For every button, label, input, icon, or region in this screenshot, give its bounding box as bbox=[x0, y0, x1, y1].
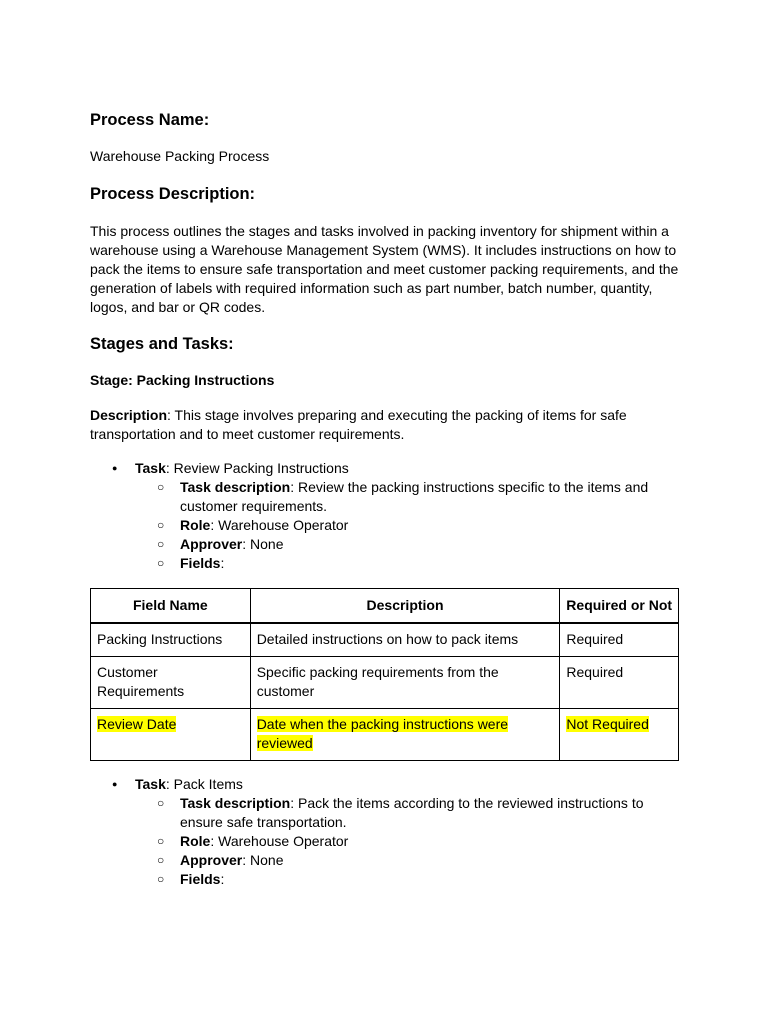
role-text: : Warehouse Operator bbox=[210, 517, 349, 533]
approver-label: Approver bbox=[180, 536, 243, 552]
table-cell: Required bbox=[560, 623, 679, 657]
role-label: Role bbox=[180, 517, 211, 533]
table-cell bbox=[250, 709, 560, 761]
fields-label: Fields bbox=[180, 871, 221, 887]
highlighted-text: Date when the packing instructions were reviewed bbox=[256, 716, 509, 751]
fields-colon: : bbox=[220, 871, 225, 887]
role-item bbox=[135, 516, 680, 535]
column-header: Description bbox=[250, 589, 560, 624]
task-label: Task bbox=[135, 460, 166, 476]
process-name: Warehouse Packing Process bbox=[90, 148, 270, 164]
column-header: Field Name bbox=[91, 589, 251, 624]
process-name-heading: Process Name: bbox=[90, 111, 210, 129]
task-item bbox=[90, 459, 680, 573]
table-cell bbox=[560, 709, 679, 761]
column-header: Required or Not bbox=[560, 589, 679, 624]
fields-label: Fields bbox=[180, 555, 221, 571]
approver-label: Approver bbox=[180, 852, 243, 868]
stage-description-text: : This stage involves preparing and executing the packing of items for safe transportation and to meet customer requirements. bbox=[90, 407, 627, 442]
fields-table bbox=[90, 588, 679, 761]
table-cell: Packing Instructions bbox=[91, 623, 251, 657]
highlighted-text: Review Date bbox=[97, 716, 177, 732]
task-description-label: Task description bbox=[180, 795, 291, 811]
fields-colon: : bbox=[220, 555, 225, 571]
table-cell: Required bbox=[560, 657, 679, 709]
table-cell bbox=[91, 709, 251, 761]
table-cell bbox=[91, 657, 251, 709]
stages-heading: Stages and Tasks: bbox=[90, 335, 234, 353]
task-description-text: : Pack the items according to the reviewed instructions to ensure safe transportation. bbox=[180, 795, 644, 830]
role-item bbox=[135, 832, 680, 851]
role-text: : Warehouse Operator bbox=[210, 833, 349, 849]
table-header-row bbox=[91, 589, 679, 624]
task-list-1 bbox=[90, 459, 680, 573]
task-description-label: Task description bbox=[180, 479, 291, 495]
task-details bbox=[135, 478, 680, 573]
approver-text: : None bbox=[242, 536, 284, 552]
process-description-heading: Process Description: bbox=[90, 185, 256, 203]
table-cell: Detailed instructions on how to pack items bbox=[250, 623, 560, 657]
role-label: Role bbox=[180, 833, 211, 849]
table-cell bbox=[250, 657, 560, 709]
stage-title: Stage: Packing Instructions bbox=[90, 372, 275, 388]
cell-text: Specific packing requirements from the customer bbox=[256, 664, 499, 699]
stage-description bbox=[90, 406, 650, 444]
task-list-2 bbox=[90, 775, 680, 889]
task-description-text: : Review the packing instructions specific to the items and customer requirements. bbox=[180, 479, 649, 514]
approver-item bbox=[135, 535, 680, 554]
task-name: : Review Packing Instructions bbox=[165, 460, 349, 476]
table-row bbox=[91, 623, 679, 657]
process-description: This process outlines the stages and tasks involved in packing inventory for shipment within a warehouse using a Warehouse Management System (WMS). It includes instructions on how to pack the items to ensure safe transportation and meet customer packing requirements, and the generation of labels with required information such as part number, batch number, quantity, logos, and bar or QR codes. bbox=[90, 223, 679, 315]
stage-description-label: Description bbox=[90, 407, 168, 423]
task-label: Task bbox=[135, 776, 166, 792]
table-row-highlighted bbox=[91, 709, 679, 761]
task-description-item bbox=[135, 794, 650, 832]
task-name: : Pack Items bbox=[165, 776, 243, 792]
approver-text: : None bbox=[242, 852, 284, 868]
task-description-item bbox=[135, 478, 650, 516]
table-row bbox=[91, 657, 679, 709]
task-item bbox=[90, 775, 680, 889]
cell-text: Customer Requirements bbox=[97, 664, 185, 699]
task-details bbox=[135, 794, 680, 889]
fields-item bbox=[135, 554, 680, 573]
highlighted-text: Not Required bbox=[566, 716, 649, 732]
approver-item bbox=[135, 851, 680, 870]
fields-item bbox=[135, 870, 680, 889]
